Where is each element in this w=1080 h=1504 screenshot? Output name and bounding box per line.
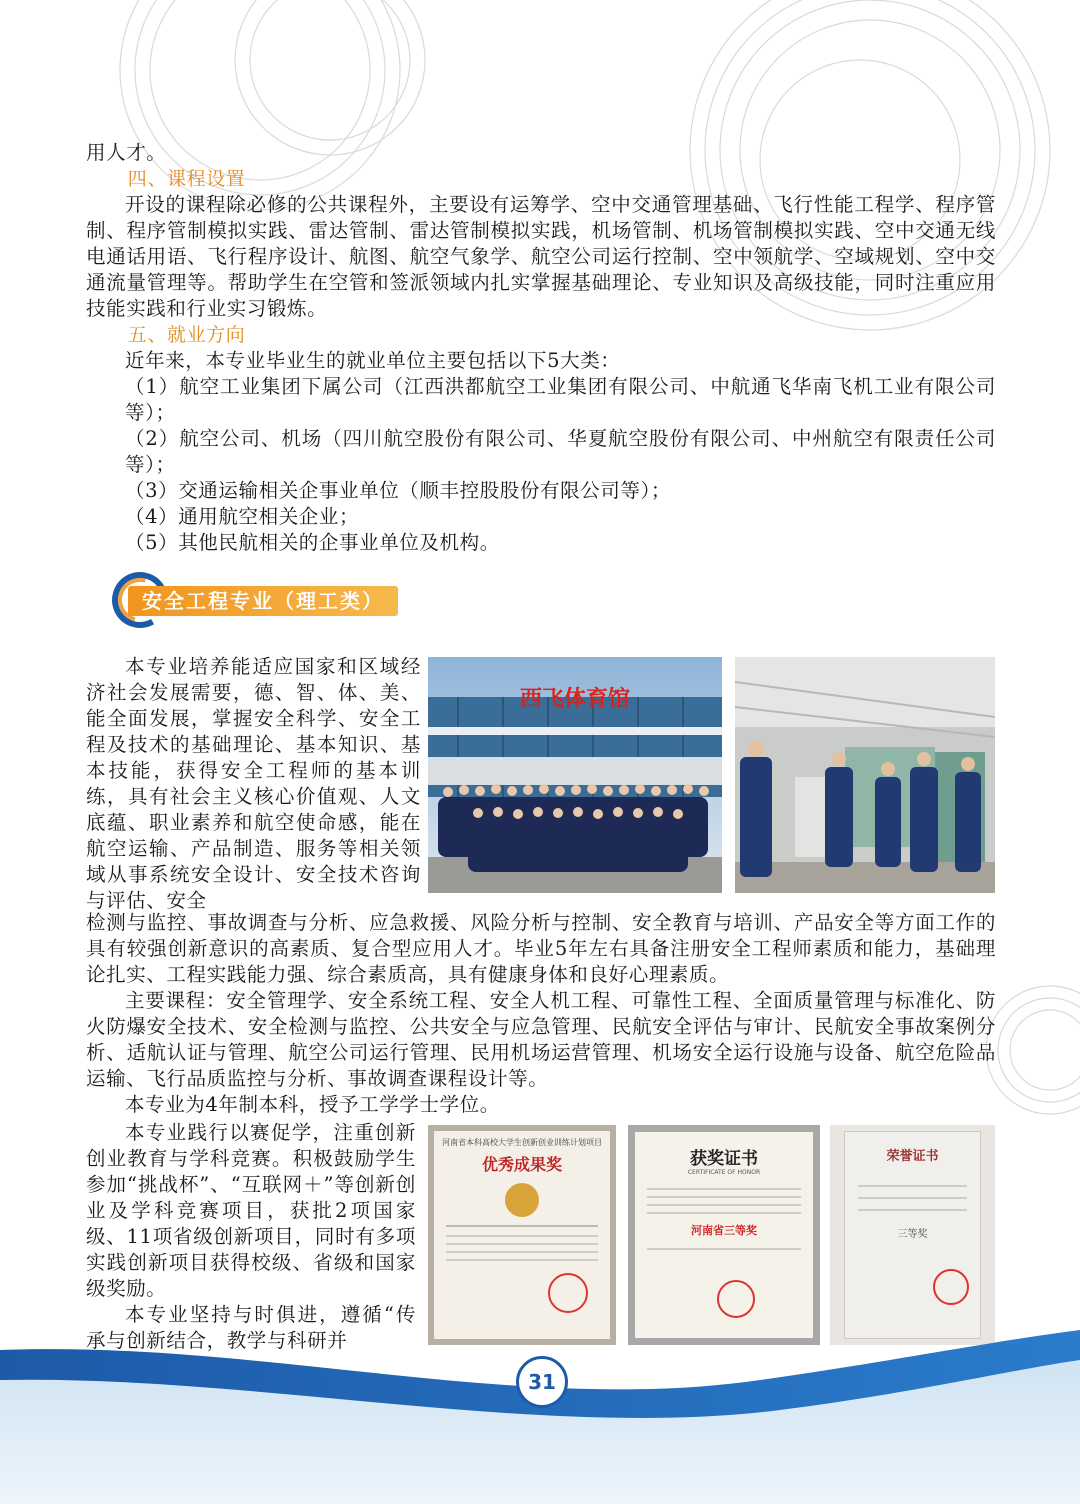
employment-item: （2）航空公司、机场（四川航空股份有限公司、华夏航空股份有限公司、中州航空有限责任公司等）； — [125, 427, 996, 476]
intro-paragraph-part2: 检测与监控、事故调查与分析、应急救援、风险分析与控制、安全教育与培训、产品安全等方面工作的具有较强创新意识的高素质、复合型应用人才。毕业5年左右具备注册安全工程师素质和能力，基础理论扎实、工程实践能力强、综合素质高，具有健康身体和良好心理素质。 — [86, 911, 996, 986]
building-sign: 西飞体育馆 — [519, 687, 631, 712]
seal-stamp-icon — [717, 1280, 755, 1318]
text-line: 用人才。 — [86, 141, 167, 164]
certificate-title: 获奖证书 — [690, 1149, 758, 1169]
certificate-title: 优秀成果奖 — [481, 1155, 562, 1174]
intro-text-narrow — [86, 654, 421, 914]
courses-paragraph: 开设的课程除必修的公共课程外，主要设有运筹学、空中交通管理基础、飞行性能工程学、程序管制、程序管制模拟实践、雷达管制、雷达管制模拟实践，机场管制、机场管制模拟实践、空中交通无线电通话用语、飞行程序设计、航图、航空气象学、航空公司运行控制、空中领航学、空域规划、空中交通流量管理等。帮助学生在空管和签派领域内扎实掌握基础理论、专业知识及高级技能，同时注重应用技能实践和行业实习锻炼。 — [86, 193, 996, 320]
seal-stamp-icon — [933, 1269, 969, 1305]
degree-paragraph: 本专业为4年制本科，授予工学学士学位。 — [125, 1093, 500, 1116]
certificate-header: 河南省本科高校大学生创新创业训练计划项目 — [442, 1138, 602, 1147]
main-courses-paragraph: 主要课程：安全管理学、安全系统工程、安全人机工程、可靠性工程、全面质量管理与标准化、防火防爆安全技术、安全检测与监控、公共安全与应急管理、民航安全评估与审计、民航安全事故案例分析、适航认证与管理、航空公司运行管理、民用机场运营管理、机场安全运行设施与设备、航空危险品运输、飞行品质监控与分析、事故调查课程设计等。 — [86, 989, 996, 1090]
practice-text-block — [86, 1120, 416, 1354]
medal-icon — [505, 1183, 539, 1217]
intro-text-wide — [86, 910, 996, 1118]
footer-wave — [0, 1320, 1080, 1504]
tail-paragraph: 本专业坚持与时俱进，遵循“传承与创新结合，教学与科研并 — [86, 1303, 416, 1352]
certificate-title: 荣誉证书 — [886, 1149, 939, 1164]
employment-item: （4）通用航空相关企业； — [125, 505, 360, 528]
employment-item: （5）其他民航相关的企事业单位及机构。 — [125, 531, 500, 554]
heading-courses: 四、课程设置 — [127, 168, 246, 190]
certificate-award: 河南省三等奖 — [691, 1224, 757, 1237]
section-title-label: 安全工程专业（理工类） — [128, 586, 398, 616]
employment-item: （1）航空工业集团下属公司（江西洪都航空工业集团有限公司、中航通飞华南飞机工业有限公司等）； — [125, 375, 996, 424]
employment-item: （3）交通运输相关企事业单位（顺丰控股股份有限公司等）； — [125, 479, 671, 502]
certificate-award: 三等奖 — [897, 1229, 928, 1240]
top-text-block — [86, 140, 996, 556]
page-number: 31 — [516, 1356, 568, 1408]
seal-stamp-icon — [548, 1273, 588, 1313]
group-photo — [428, 657, 722, 893]
heading-employment: 五、就业方向 — [127, 324, 246, 346]
intro-paragraph-part1: 本专业培养能适应国家和区域经济社会发展需要，德、智、体、美、能全面发展，掌握安全科学、安全工程及技术的基础理论、基本知识、基本技能，获得安全工程师的基本训练，具有社会主义核心价值观、人文底蕴、职业素养和航空使命感，能在航空运输、产品制造、服务等相关领域从事系统安全设计、安全技术咨询与评估、安全 — [86, 655, 421, 912]
certificate-excellent-achievement — [428, 1125, 616, 1345]
certificate-of-honor — [628, 1125, 820, 1345]
certificate-subtitle: CERTIFICATE OF HONOR — [687, 1169, 761, 1176]
practice-paragraph: 本专业践行以赛促学，注重创新创业教育与学科竞赛。积极鼓励学生参加“挑战杯”、“互联网＋”等创新创业及学科竞赛项目，获批2项国家级、11项省级创新项目，同时有多项实践创新项目获得校级、省级和国家级奖励。 — [86, 1121, 416, 1300]
section-title-safety-engineering — [112, 572, 492, 634]
certificate-honor-award — [830, 1125, 995, 1345]
lab-photo — [735, 657, 995, 893]
employment-intro: 近年来，本专业毕业生的就业单位主要包括以下5大类： — [125, 349, 621, 372]
